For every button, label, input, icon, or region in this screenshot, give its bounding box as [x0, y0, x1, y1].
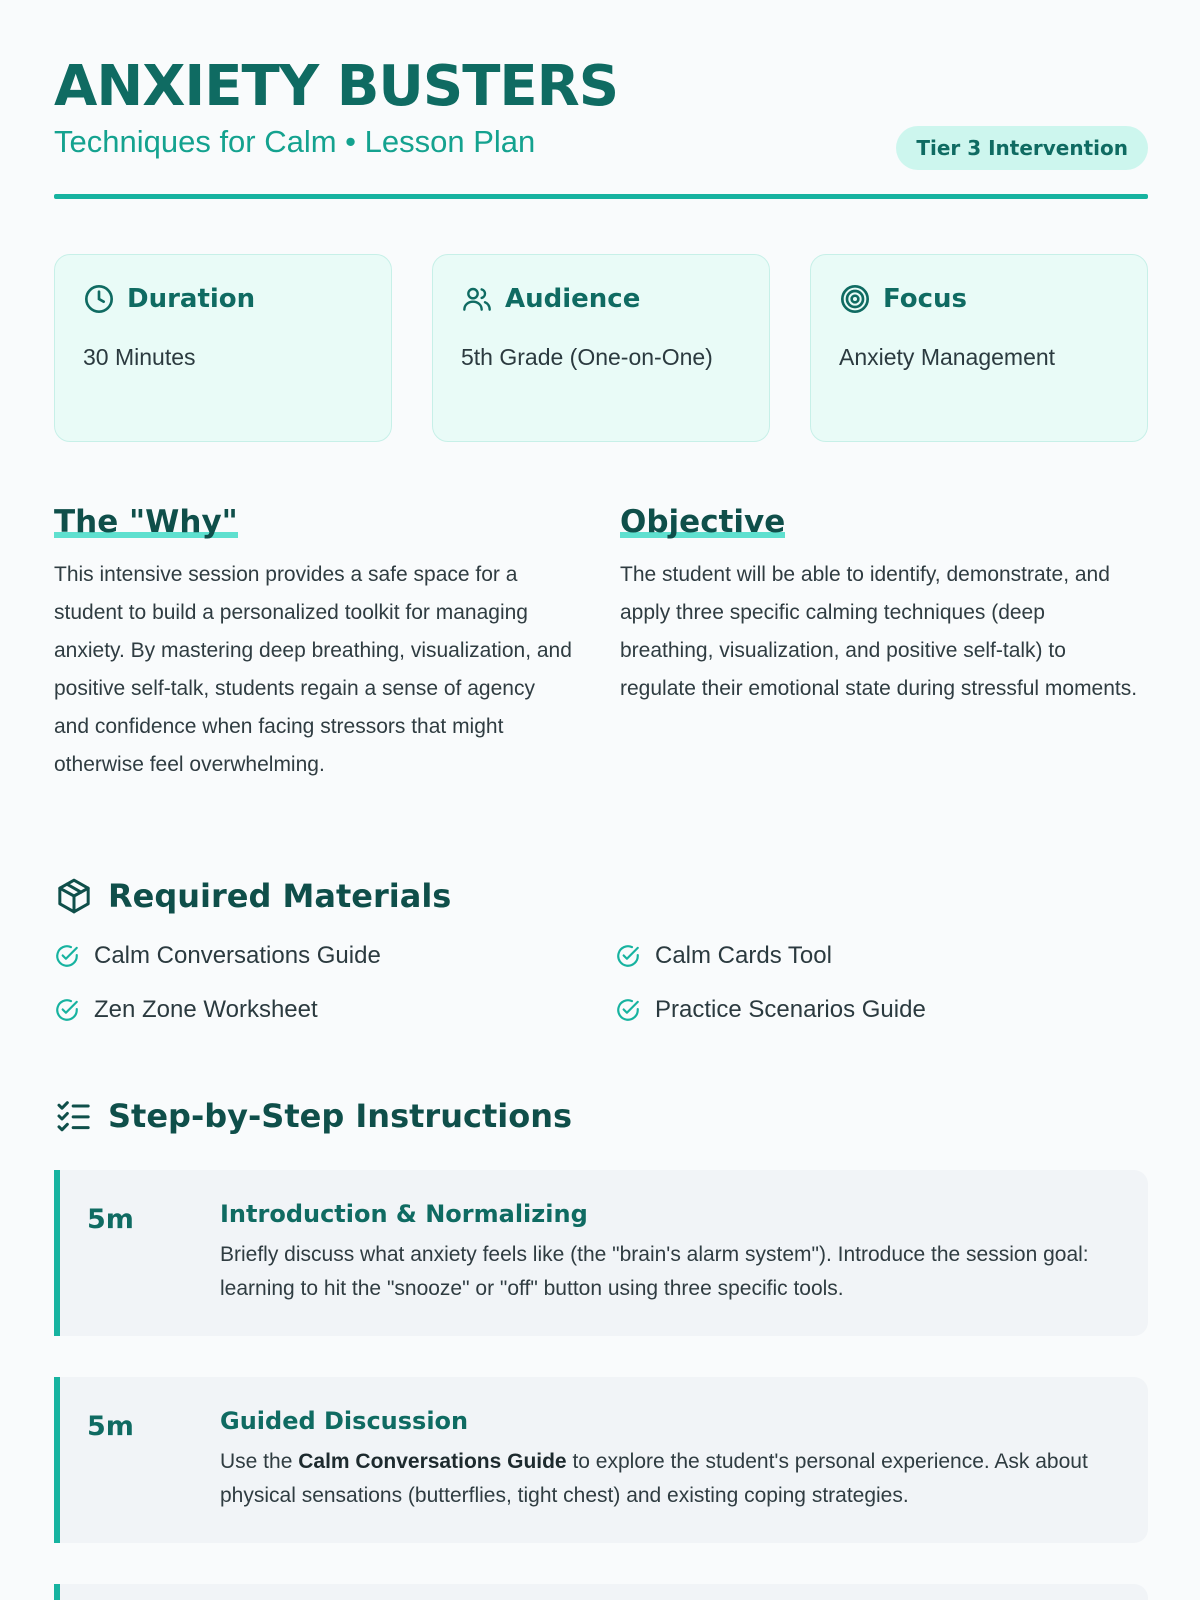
page-title: ANXIETY BUSTERS	[54, 54, 619, 119]
list-item	[615, 996, 926, 1024]
step-description: Briefly discuss what anxiety feels like (the "brain's alarm system"). Introduce the session goal: learning to hit the "snooze" or "off" button using three specific tools.	[220, 1243, 1089, 1300]
box-icon	[54, 876, 94, 916]
list-item	[54, 942, 381, 970]
card-title: Audience	[505, 284, 641, 314]
clock-icon	[83, 283, 115, 315]
objective-text: The student will be able to identify, demonstrate, and apply three specific calming techniques (deep breathing, visualization, and positive self-talk) to regulate their emotional state during stressful moments.	[620, 563, 1138, 700]
step-time: 5m	[87, 1411, 134, 1442]
material-label: Practice Scenarios Guide	[655, 996, 926, 1023]
step-card	[54, 1377, 1148, 1543]
card-value: 30 Minutes	[83, 344, 196, 370]
materials-heading: Required Materials	[108, 877, 452, 915]
duration-card	[54, 254, 392, 442]
material-label: Calm Conversations Guide	[94, 942, 381, 969]
instructions-heading: Step-by-Step Instructions	[108, 1097, 573, 1135]
info-cards	[54, 254, 1148, 444]
check-circle-icon	[615, 943, 641, 969]
instructions-section	[54, 1096, 1148, 1507]
materials-list	[54, 942, 1148, 1052]
card-value: Anxiety Management	[839, 344, 1056, 370]
objective-heading: Objective	[620, 504, 786, 540]
target-icon	[839, 283, 871, 315]
step-card-partial	[54, 1584, 1148, 1600]
check-circle-icon	[54, 943, 80, 969]
objective-section	[620, 502, 1140, 708]
why-heading: The "Why"	[54, 504, 238, 540]
materials-section	[54, 876, 1148, 1052]
step-title: Guided Discussion	[220, 1407, 469, 1435]
material-label: Calm Cards Tool	[655, 942, 832, 969]
page-subtitle: Techniques for Calm • Lesson Plan	[54, 124, 536, 159]
why-text: This intensive session provides a safe space for a student to build a personalized toolkit for managing anxiety. By mastering deep breathing, visualization, and positive self-talk, students regain a sense of agency and confidence when facing stressors that might otherwise feel overwhelming.	[54, 563, 572, 776]
audience-card	[432, 254, 770, 442]
why-section	[54, 502, 574, 784]
checklist-icon	[54, 1096, 94, 1136]
check-circle-icon	[54, 997, 80, 1023]
step-title: Introduction & Normalizing	[220, 1200, 588, 1228]
list-item	[615, 942, 832, 970]
header-divider	[54, 194, 1148, 199]
step-description: Use the Calm Conversations Guide to explore the student's personal experience. Ask about physical sensations (butterflies, tight chest) and existing coping strategies.	[220, 1450, 1088, 1507]
step-card	[54, 1170, 1148, 1336]
card-title: Duration	[127, 284, 256, 314]
card-title: Focus	[883, 284, 967, 314]
material-label: Zen Zone Worksheet	[94, 996, 318, 1023]
users-icon	[461, 283, 493, 315]
focus-card	[810, 254, 1148, 442]
step-time: 5m	[87, 1204, 134, 1235]
tier-badge: Tier 3 Intervention	[896, 126, 1148, 170]
list-item	[54, 996, 318, 1024]
check-circle-icon	[615, 997, 641, 1023]
page-header	[54, 52, 1148, 162]
card-value: 5th Grade (One-on-One)	[461, 344, 713, 370]
